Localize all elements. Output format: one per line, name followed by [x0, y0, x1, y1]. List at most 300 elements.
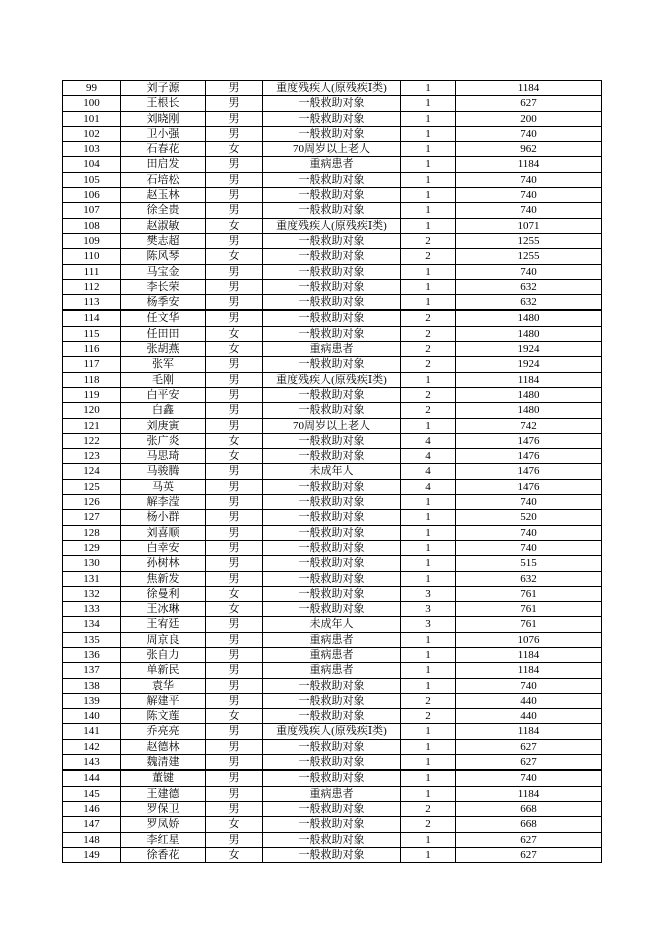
- cell-amount: 740: [456, 678, 602, 693]
- cell-index: 133: [63, 602, 121, 617]
- cell-index: 136: [63, 647, 121, 662]
- cell-gender: 男: [206, 693, 263, 708]
- cell-category: 一般救助对象: [263, 449, 401, 464]
- cell-gender: 女: [206, 602, 263, 617]
- table-row: [63, 264, 602, 279]
- cell-count: 1: [401, 724, 456, 739]
- cell-name: 刘喜顺: [121, 525, 206, 540]
- cell-category: 一般救助对象: [263, 801, 401, 816]
- cell-index: 109: [63, 233, 121, 248]
- cell-gender: 男: [206, 418, 263, 433]
- cell-index: 140: [63, 709, 121, 724]
- cell-name: 周京良: [121, 632, 206, 647]
- cell-count: 3: [401, 586, 456, 601]
- cell-name: 王根长: [121, 96, 206, 111]
- cell-name: 刘晓刚: [121, 111, 206, 126]
- cell-count: 2: [401, 326, 456, 341]
- cell-name: 罗保卫: [121, 801, 206, 816]
- table-row: [63, 632, 602, 647]
- cell-index: 106: [63, 188, 121, 203]
- table-row: [63, 525, 602, 540]
- cell-count: 1: [401, 495, 456, 510]
- cell-index: 119: [63, 387, 121, 402]
- cell-count: 4: [401, 479, 456, 494]
- cell-category: 重病患者: [263, 157, 401, 172]
- table-row: [63, 540, 602, 555]
- cell-gender: 男: [206, 556, 263, 571]
- cell-count: 1: [401, 678, 456, 693]
- cell-gender: 女: [206, 449, 263, 464]
- cell-amount: 740: [456, 540, 602, 555]
- cell-amount: 627: [456, 96, 602, 111]
- cell-gender: 男: [206, 647, 263, 662]
- cell-index: 132: [63, 586, 121, 601]
- cell-amount: 1476: [456, 464, 602, 479]
- cell-gender: 男: [206, 540, 263, 555]
- cell-gender: 男: [206, 279, 263, 294]
- cell-category: 一般救助对象: [263, 403, 401, 418]
- table-row: [63, 372, 602, 387]
- cell-count: 1: [401, 739, 456, 754]
- cell-gender: 男: [206, 495, 263, 510]
- cell-index: 148: [63, 832, 121, 847]
- table-row: [63, 157, 602, 172]
- cell-category: 重病患者: [263, 663, 401, 678]
- cell-gender: 男: [206, 755, 263, 771]
- cell-count: 1: [401, 556, 456, 571]
- cell-name: 白鑫: [121, 403, 206, 418]
- cell-index: 113: [63, 295, 121, 311]
- cell-amount: 627: [456, 832, 602, 847]
- cell-amount: 627: [456, 755, 602, 771]
- cell-name: 卫小强: [121, 126, 206, 141]
- cell-gender: 男: [206, 403, 263, 418]
- cell-gender: 男: [206, 632, 263, 647]
- cell-gender: 男: [206, 770, 263, 786]
- table-row: [63, 218, 602, 233]
- cell-index: 111: [63, 264, 121, 279]
- cell-count: 1: [401, 632, 456, 647]
- cell-category: 重度残疾人(原残疾Ⅰ类): [263, 724, 401, 739]
- cell-amount: 740: [456, 188, 602, 203]
- cell-category: 一般救助对象: [263, 832, 401, 847]
- table-row: [63, 755, 602, 771]
- table-row: [63, 387, 602, 402]
- cell-name: 王宥廷: [121, 617, 206, 632]
- cell-amount: 515: [456, 556, 602, 571]
- cell-index: 104: [63, 157, 121, 172]
- cell-index: 130: [63, 556, 121, 571]
- cell-count: 1: [401, 295, 456, 311]
- cell-name: 陈风琴: [121, 249, 206, 264]
- table-row: [63, 556, 602, 571]
- cell-amount: 742: [456, 418, 602, 433]
- cell-gender: 男: [206, 663, 263, 678]
- cell-category: 一般救助对象: [263, 111, 401, 126]
- cell-name: 杨小群: [121, 510, 206, 525]
- cell-amount: 440: [456, 709, 602, 724]
- cell-index: 123: [63, 449, 121, 464]
- cell-index: 145: [63, 786, 121, 801]
- cell-category: 一般救助对象: [263, 586, 401, 601]
- cell-gender: 女: [206, 817, 263, 832]
- cell-index: 128: [63, 525, 121, 540]
- cell-gender: 男: [206, 157, 263, 172]
- cell-index: 105: [63, 172, 121, 187]
- cell-count: 1: [401, 172, 456, 187]
- cell-index: 129: [63, 540, 121, 555]
- cell-count: 1: [401, 111, 456, 126]
- table-row: [63, 495, 602, 510]
- cell-name: 李长荣: [121, 279, 206, 294]
- table-row: [63, 188, 602, 203]
- cell-gender: 男: [206, 357, 263, 372]
- table-row: [63, 786, 602, 801]
- cell-count: 2: [401, 387, 456, 402]
- cell-index: 135: [63, 632, 121, 647]
- cell-index: 116: [63, 342, 121, 357]
- cell-name: 董键: [121, 770, 206, 786]
- table-row: [63, 233, 602, 248]
- cell-name: 解李滢: [121, 495, 206, 510]
- cell-name: 马英: [121, 479, 206, 494]
- cell-category: 重病患者: [263, 632, 401, 647]
- cell-gender: 女: [206, 218, 263, 233]
- cell-name: 任文华: [121, 310, 206, 326]
- cell-gender: 男: [206, 203, 263, 218]
- cell-category: 一般救助对象: [263, 326, 401, 341]
- cell-name: 赵德林: [121, 739, 206, 754]
- cell-gender: 男: [206, 786, 263, 801]
- table-row: [63, 403, 602, 418]
- cell-gender: 女: [206, 249, 263, 264]
- cell-gender: 男: [206, 126, 263, 141]
- cell-name: 孙树林: [121, 556, 206, 571]
- cell-gender: 男: [206, 188, 263, 203]
- cell-count: 2: [401, 233, 456, 248]
- cell-gender: 男: [206, 172, 263, 187]
- cell-name: 刘子源: [121, 81, 206, 96]
- cell-name: 袁华: [121, 678, 206, 693]
- cell-name: 王建德: [121, 786, 206, 801]
- table-row: [63, 96, 602, 111]
- cell-count: 1: [401, 510, 456, 525]
- cell-gender: 男: [206, 525, 263, 540]
- cell-count: 2: [401, 310, 456, 326]
- cell-amount: 668: [456, 801, 602, 816]
- table-row: [63, 249, 602, 264]
- cell-amount: 1184: [456, 786, 602, 801]
- cell-amount: 761: [456, 586, 602, 601]
- cell-gender: 男: [206, 678, 263, 693]
- cell-amount: 962: [456, 142, 602, 157]
- cell-count: 2: [401, 817, 456, 832]
- table-row: [63, 142, 602, 157]
- cell-category: 一般救助对象: [263, 433, 401, 448]
- cell-name: 陈文莲: [121, 709, 206, 724]
- cell-amount: 1184: [456, 372, 602, 387]
- table-row: [63, 479, 602, 494]
- cell-category: 一般救助对象: [263, 188, 401, 203]
- cell-index: 127: [63, 510, 121, 525]
- table-row: [63, 617, 602, 632]
- cell-name: 毛刚: [121, 372, 206, 387]
- cell-name: 马骏腾: [121, 464, 206, 479]
- cell-amount: 520: [456, 510, 602, 525]
- cell-index: 144: [63, 770, 121, 786]
- table-row: [63, 126, 602, 141]
- cell-gender: 男: [206, 571, 263, 586]
- table-row: [63, 801, 602, 816]
- cell-index: 103: [63, 142, 121, 157]
- cell-count: 1: [401, 372, 456, 387]
- cell-category: 一般救助对象: [263, 279, 401, 294]
- cell-count: 1: [401, 157, 456, 172]
- cell-category: 一般救助对象: [263, 709, 401, 724]
- table-row: [63, 310, 602, 326]
- cell-count: 2: [401, 403, 456, 418]
- cell-gender: 男: [206, 617, 263, 632]
- cell-name: 马宝金: [121, 264, 206, 279]
- cell-count: 3: [401, 602, 456, 617]
- table-row: [63, 464, 602, 479]
- cell-amount: 1255: [456, 249, 602, 264]
- cell-gender: 男: [206, 81, 263, 96]
- cell-amount: 1184: [456, 647, 602, 662]
- cell-gender: 男: [206, 387, 263, 402]
- cell-name: 单新民: [121, 663, 206, 678]
- cell-name: 李红星: [121, 832, 206, 847]
- cell-count: 1: [401, 847, 456, 862]
- cell-count: 1: [401, 418, 456, 433]
- cell-gender: 男: [206, 233, 263, 248]
- cell-amount: 740: [456, 264, 602, 279]
- table-row: [63, 449, 602, 464]
- cell-index: 108: [63, 218, 121, 233]
- cell-index: 125: [63, 479, 121, 494]
- cell-index: 100: [63, 96, 121, 111]
- cell-amount: 1071: [456, 218, 602, 233]
- cell-name: 魏清建: [121, 755, 206, 771]
- cell-index: 139: [63, 693, 121, 708]
- table-row: [63, 203, 602, 218]
- table-row: [63, 602, 602, 617]
- cell-count: 1: [401, 647, 456, 662]
- cell-amount: 1480: [456, 387, 602, 402]
- cell-count: 1: [401, 540, 456, 555]
- cell-category: 一般救助对象: [263, 249, 401, 264]
- cell-count: 2: [401, 693, 456, 708]
- cell-count: 1: [401, 832, 456, 847]
- cell-count: 4: [401, 464, 456, 479]
- cell-category: 一般救助对象: [263, 739, 401, 754]
- cell-amount: 1476: [456, 479, 602, 494]
- cell-count: 3: [401, 617, 456, 632]
- cell-index: 118: [63, 372, 121, 387]
- cell-index: 146: [63, 801, 121, 816]
- cell-category: 一般救助对象: [263, 525, 401, 540]
- cell-index: 137: [63, 663, 121, 678]
- cell-category: 70周岁以上老人: [263, 418, 401, 433]
- cell-count: 2: [401, 357, 456, 372]
- cell-name: 田启发: [121, 157, 206, 172]
- cell-category: 一般救助对象: [263, 693, 401, 708]
- cell-category: 重度残疾人(原残疾Ⅰ类): [263, 372, 401, 387]
- cell-index: 124: [63, 464, 121, 479]
- cell-index: 122: [63, 433, 121, 448]
- cell-gender: 女: [206, 586, 263, 601]
- cell-category: 一般救助对象: [263, 817, 401, 832]
- cell-name: 张胡燕: [121, 342, 206, 357]
- cell-count: 1: [401, 279, 456, 294]
- cell-name: 解建平: [121, 693, 206, 708]
- cell-amount: 440: [456, 693, 602, 708]
- cell-count: 1: [401, 126, 456, 141]
- cell-name: 焦新发: [121, 571, 206, 586]
- cell-index: 142: [63, 739, 121, 754]
- cell-gender: 女: [206, 326, 263, 341]
- cell-index: 117: [63, 357, 121, 372]
- cell-amount: 1924: [456, 357, 602, 372]
- cell-amount: 200: [456, 111, 602, 126]
- table-row: [63, 326, 602, 341]
- cell-index: 107: [63, 203, 121, 218]
- cell-category: 一般救助对象: [263, 495, 401, 510]
- cell-gender: 男: [206, 96, 263, 111]
- cell-index: 131: [63, 571, 121, 586]
- table-row: [63, 586, 602, 601]
- cell-index: 101: [63, 111, 121, 126]
- cell-name: 张广炎: [121, 433, 206, 448]
- table-row: [63, 571, 602, 586]
- cell-index: 120: [63, 403, 121, 418]
- cell-index: 99: [63, 81, 121, 96]
- cell-category: 一般救助对象: [263, 172, 401, 187]
- cell-count: 2: [401, 801, 456, 816]
- cell-category: 一般救助对象: [263, 556, 401, 571]
- cell-gender: 男: [206, 264, 263, 279]
- cell-gender: 男: [206, 310, 263, 326]
- cell-category: 一般救助对象: [263, 479, 401, 494]
- cell-category: 一般救助对象: [263, 678, 401, 693]
- cell-count: 1: [401, 142, 456, 157]
- cell-index: 115: [63, 326, 121, 341]
- cell-gender: 女: [206, 342, 263, 357]
- cell-category: 一般救助对象: [263, 96, 401, 111]
- cell-category: 一般救助对象: [263, 540, 401, 555]
- cell-index: 143: [63, 755, 121, 771]
- cell-amount: 627: [456, 739, 602, 754]
- table-row: [63, 693, 602, 708]
- table-row: [63, 817, 602, 832]
- cell-count: 1: [401, 203, 456, 218]
- cell-amount: 1476: [456, 449, 602, 464]
- cell-amount: 1184: [456, 81, 602, 96]
- table-sheet: [62, 80, 602, 863]
- table-row: [63, 647, 602, 662]
- cell-gender: 男: [206, 295, 263, 311]
- table-row: [63, 678, 602, 693]
- cell-amount: 1255: [456, 233, 602, 248]
- cell-name: 任田田: [121, 326, 206, 341]
- cell-count: 4: [401, 433, 456, 448]
- cell-name: 赵淑敏: [121, 218, 206, 233]
- table-row: [63, 172, 602, 187]
- table-row: [63, 111, 602, 126]
- cell-gender: 男: [206, 739, 263, 754]
- table-row: [63, 847, 602, 862]
- cell-category: 一般救助对象: [263, 357, 401, 372]
- cell-amount: 627: [456, 847, 602, 862]
- cell-gender: 男: [206, 464, 263, 479]
- cell-amount: 761: [456, 617, 602, 632]
- cell-name: 罗凤娇: [121, 817, 206, 832]
- cell-index: 102: [63, 126, 121, 141]
- cell-name: 白幸安: [121, 540, 206, 555]
- cell-category: 一般救助对象: [263, 126, 401, 141]
- cell-count: 1: [401, 663, 456, 678]
- cell-gender: 男: [206, 724, 263, 739]
- cell-index: 138: [63, 678, 121, 693]
- table-row: [63, 663, 602, 678]
- cell-amount: 1184: [456, 724, 602, 739]
- cell-count: 2: [401, 342, 456, 357]
- cell-count: 4: [401, 449, 456, 464]
- cell-name: 张自力: [121, 647, 206, 662]
- cell-gender: 男: [206, 372, 263, 387]
- cell-category: 一般救助对象: [263, 295, 401, 311]
- cell-category: 重病患者: [263, 342, 401, 357]
- cell-index: 149: [63, 847, 121, 862]
- table-row: [63, 510, 602, 525]
- cell-count: 1: [401, 188, 456, 203]
- cell-category: 70周岁以上老人: [263, 142, 401, 157]
- cell-gender: 女: [206, 142, 263, 157]
- cell-amount: 1480: [456, 326, 602, 341]
- table-row: [63, 770, 602, 786]
- cell-category: 重病患者: [263, 786, 401, 801]
- cell-count: 2: [401, 709, 456, 724]
- cell-name: 马思琦: [121, 449, 206, 464]
- cell-gender: 男: [206, 479, 263, 494]
- cell-name: 杨季安: [121, 295, 206, 311]
- cell-category: 一般救助对象: [263, 571, 401, 586]
- cell-amount: 740: [456, 203, 602, 218]
- cell-category: 重度残疾人(原残疾Ⅰ类): [263, 81, 401, 96]
- cell-category: 一般救助对象: [263, 847, 401, 862]
- cell-category: 一般救助对象: [263, 233, 401, 248]
- cell-index: 134: [63, 617, 121, 632]
- cell-amount: 632: [456, 279, 602, 294]
- cell-category: 重病患者: [263, 647, 401, 662]
- cell-category: 一般救助对象: [263, 770, 401, 786]
- cell-index: 112: [63, 279, 121, 294]
- cell-amount: 1924: [456, 342, 602, 357]
- cell-name: 徐全贵: [121, 203, 206, 218]
- cell-amount: 1476: [456, 433, 602, 448]
- cell-amount: 1480: [456, 310, 602, 326]
- cell-count: 1: [401, 786, 456, 801]
- cell-count: 1: [401, 770, 456, 786]
- cell-amount: 668: [456, 817, 602, 832]
- cell-name: 徐曼利: [121, 586, 206, 601]
- cell-amount: 1184: [456, 663, 602, 678]
- cell-name: 刘庚寅: [121, 418, 206, 433]
- cell-index: 114: [63, 310, 121, 326]
- cell-category: 未成年人: [263, 617, 401, 632]
- cell-count: 1: [401, 755, 456, 771]
- cell-amount: 740: [456, 770, 602, 786]
